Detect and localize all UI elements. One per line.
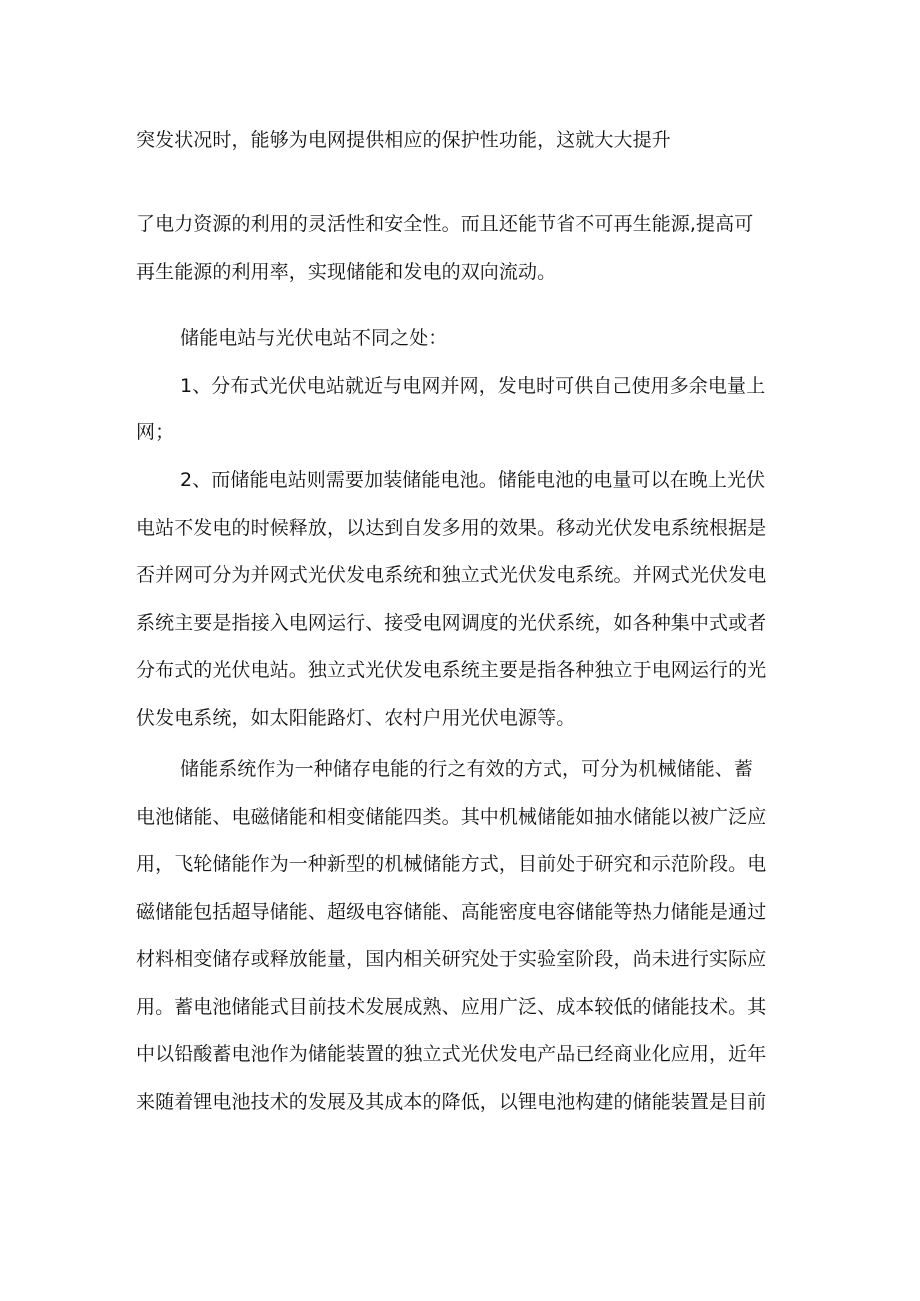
list-item-1: 1、分布式光伏电站就近与电网并网，发电时可供自己使用多余电量上 xyxy=(180,375,766,397)
section-heading: 储能电站与光伏电站不同之处： xyxy=(180,327,448,349)
text-line: 网； xyxy=(136,421,175,443)
text-line: 否并网可分为并网式光伏发电系统和独立式光伏发电系统。并网式光伏发电 xyxy=(136,564,767,586)
text-line: 突发状况时，能够为电网提供相应的保护性功能，这就大大提升 xyxy=(136,129,671,151)
text-line: 来随着锂电池技术的发展及其成本的降低，以锂电池构建的储能装置是目前 xyxy=(136,1091,767,1113)
text-line: 用，飞轮储能作为一种新型的机械储能方式，目前处于研究和示范阶段。电 xyxy=(136,853,767,875)
list-item-2: 2、而储能电站则需要加装储能电池。储能电池的电量可以在晚上光伏 xyxy=(180,469,766,491)
text-line: 电站不发电的时候释放，以达到自发多用的效果。移动光伏发电系统根据是 xyxy=(136,517,767,539)
text-line: 中以铅酸蓄电池作为储能装置的独立式光伏发电产品已经商业化应用，近年 xyxy=(136,1043,767,1065)
text-line: 再生能源的利用率，实现储能和发电的双向流动。 xyxy=(136,261,557,283)
text-line: 电池储能、电磁储能和相变储能四类。其中机械储能如抽水储能以被广泛应 xyxy=(136,806,767,828)
text-line: 用。蓄电池储能式目前技术发展成熟、应用广泛、成本较低的储能技术。其 xyxy=(136,996,767,1018)
text-line: 伏发电系统，如太阳能路灯、农村户用光伏电源等。 xyxy=(136,707,576,729)
text-line: 材料相变储存或释放能量，国内相关研究处于实验室阶段，尚未进行实际应 xyxy=(136,948,767,970)
text-line: 分布式的光伏电站。独立式光伏发电系统主要是指各种独立于电网运行的光 xyxy=(136,659,767,681)
text-line: 磁储能包括超导储能、超级电容储能、高能密度电容储能等热力储能是通过 xyxy=(136,901,767,923)
text-line: 系统主要是指接入电网运行、接受电网调度的光伏系统，如各种集中式或者 xyxy=(136,612,767,634)
paragraph-start: 储能系统作为一种储存电能的行之有效的方式，可分为机械储能、蓄 xyxy=(180,758,754,780)
text-line: 了电力资源的利用的灵活性和安全性。而且还能节省不可再生能源,提高可 xyxy=(136,213,754,235)
